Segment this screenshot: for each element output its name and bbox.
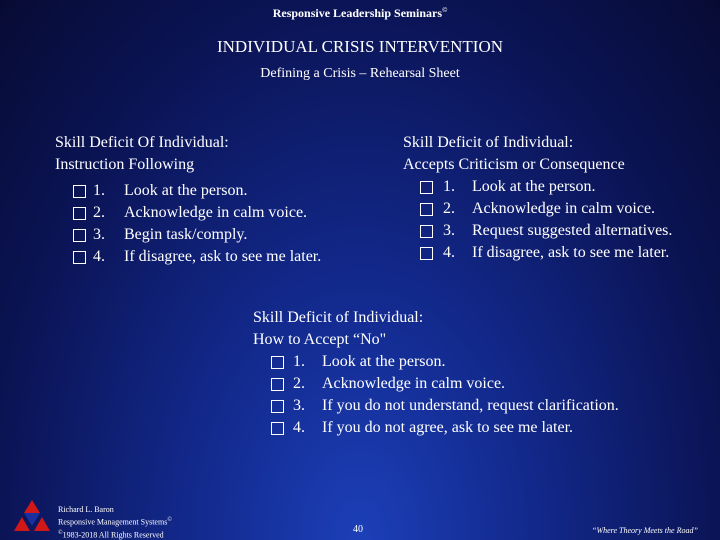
item-text: If you do not understand, request clarification. [322, 397, 619, 414]
section-accept-no [253, 307, 619, 439]
item-text: If disagree, ask to see me later. [472, 244, 670, 261]
item-number: 4. [293, 419, 305, 436]
item-text: Acknowledge in calm voice. [124, 204, 308, 221]
item-number: 1. [93, 182, 105, 199]
checklist-item [403, 220, 673, 242]
checkbox[interactable] [73, 229, 86, 242]
checkbox[interactable] [420, 247, 433, 260]
footer-author: Richard L. Baron [58, 505, 114, 514]
logo-top-triangle [24, 500, 40, 513]
section-instruction-following [55, 132, 322, 268]
item-number: 3. [93, 226, 105, 243]
checkbox[interactable] [271, 356, 284, 369]
checkbox[interactable] [73, 251, 86, 264]
section-heading: Skill Deficit of Individual: [253, 309, 424, 326]
page-number: 40 [353, 524, 363, 535]
item-number: 2. [443, 200, 455, 217]
checkbox[interactable] [420, 181, 433, 194]
item-text: Acknowledge in calm voice. [472, 200, 656, 217]
footer-tagline: “Where Theory Meets the Road” [592, 526, 698, 535]
footer-credits [58, 505, 172, 540]
section-heading: Skill Deficit Of Individual: [55, 134, 229, 151]
item-text: If you do not agree, ask to see me later. [322, 419, 574, 436]
page-subtitle: Defining a Crisis – Rehearsal Sheet [260, 66, 460, 81]
checklist-item [55, 224, 248, 246]
item-number: 2. [293, 375, 305, 392]
item-number: 4. [443, 244, 455, 261]
item-number: 3. [293, 397, 305, 414]
item-text: Look at the person. [472, 178, 596, 195]
checklist-item [253, 351, 446, 373]
footer-company: Responsive Management Systems© [58, 517, 172, 527]
logo-left-triangle [14, 517, 30, 531]
checklist-item [253, 395, 619, 417]
page-title: INDIVIDUAL CRISIS INTERVENTION [216, 37, 504, 56]
item-number: 1. [443, 178, 455, 195]
checkbox[interactable] [271, 422, 284, 435]
logo-center-triangle [24, 513, 40, 526]
item-text: Acknowledge in calm voice. [322, 375, 506, 392]
item-text: Request suggested alternatives. [472, 222, 673, 239]
organization-name: Responsive Leadership Seminars© [272, 6, 448, 20]
checklist-item [55, 180, 248, 202]
checklist-item [55, 202, 308, 224]
section-heading: Skill Deficit of Individual: [403, 134, 574, 151]
item-text: Begin task/comply. [124, 226, 248, 243]
checkbox[interactable] [420, 225, 433, 238]
item-number: 2. [93, 204, 105, 221]
checklist-item [55, 246, 322, 268]
checkbox[interactable] [73, 207, 86, 220]
item-number: 4. [93, 248, 105, 265]
item-text: Look at the person. [124, 182, 248, 199]
section-subheading: Instruction Following [55, 156, 195, 173]
checkbox[interactable] [420, 203, 433, 216]
logo-right-triangle [34, 517, 50, 531]
item-number: 1. [293, 353, 305, 370]
section-subheading: How to Accept “No" [253, 331, 387, 348]
item-number: 3. [443, 222, 455, 239]
section-subheading: Accepts Criticism or Consequence [403, 156, 625, 173]
checklist-item [403, 242, 670, 264]
copyright-mark: © [442, 6, 448, 14]
checklist-item [253, 373, 506, 395]
checkbox[interactable] [271, 400, 284, 413]
checkbox[interactable] [271, 378, 284, 391]
checklist-item [403, 198, 656, 220]
checklist-item [403, 176, 625, 198]
item-text: If disagree, ask to see me later. [124, 248, 322, 265]
checklist-item [253, 417, 574, 439]
checkbox[interactable] [73, 185, 86, 198]
footer-copyright: ©1983-2018 All Rights Reserved [58, 529, 164, 540]
company-logo-icon [8, 498, 56, 536]
item-text: Look at the person. [322, 353, 446, 370]
section-accepts-criticism [403, 132, 673, 264]
